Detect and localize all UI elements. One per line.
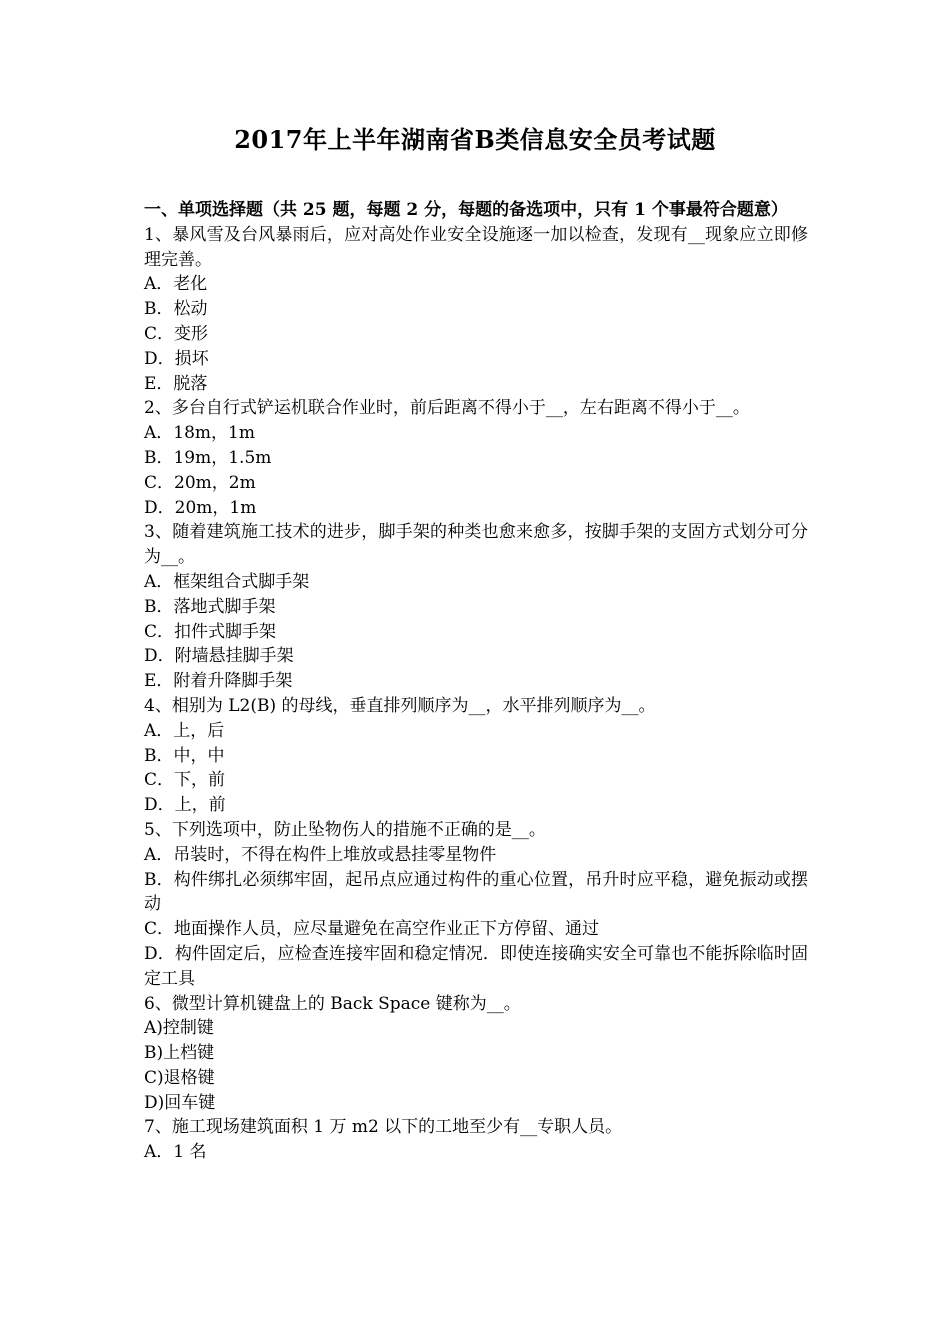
option: D．构件固定后，应检查连接牢固和稳定情况．即使连接确实安全可靠也不能拆除临时固定工具 (144, 943, 808, 989)
question-stem: 5、下列选项中，防止坠物伤人的措施不正确的是__。 (144, 819, 546, 840)
option: C．下，前 (144, 770, 226, 791)
question-stem: 2、多台自行式铲运机联合作业时，前后距离不得小于__，左右距离不得小于__。 (144, 398, 750, 419)
option: D)回车键 (144, 1092, 216, 1113)
option: A．18m，1m (144, 423, 255, 444)
option: C．20m，2m (144, 472, 256, 493)
option: C．变形 (144, 323, 209, 344)
question-4 (144, 694, 808, 818)
option: B．松动 (144, 299, 208, 320)
option: B．落地式脚手架 (144, 596, 276, 617)
question-5 (144, 818, 808, 992)
question-2 (144, 396, 808, 520)
option: A．老化 (144, 274, 208, 295)
option: B．构件绑扎必须绑牢固，起吊点应通过构件的重心位置，吊升时应平稳，避免振动或摆动 (144, 869, 808, 915)
option: C)退格键 (144, 1067, 215, 1088)
option: A．吊装时，不得在构件上堆放或悬挂零星物件 (144, 844, 497, 865)
option: C．扣件式脚手架 (144, 621, 277, 642)
option: B)上档键 (144, 1043, 215, 1064)
option: A．框架组合式脚手架 (144, 571, 310, 592)
option: B．中，中 (144, 745, 225, 766)
option: A．上，后 (144, 720, 225, 741)
option: D．上，前 (144, 795, 226, 816)
question-1 (144, 223, 808, 397)
option: E．附着升降脚手架 (144, 671, 293, 692)
option: D．20m，1m (144, 497, 257, 518)
question-stem: 7、施工现场建筑面积 1 万 m2 以下的工地至少有__专职人员。 (144, 1117, 623, 1138)
option: E．脱落 (144, 373, 208, 394)
document-title: 2017年上半年湖南省B类信息安全员考试题 (234, 125, 716, 154)
question-stem: 3、随着建筑施工技术的进步，脚手架的种类也愈来愈多，按脚手架的支固方式划分可分为__。 (144, 522, 808, 568)
question-stem: 6、微型计算机键盘上的 Back Space 键称为__。 (144, 993, 521, 1014)
option: D．附墙悬挂脚手架 (144, 646, 294, 667)
question-stem: 4、相别为 L2(B) 的母线，垂直排列顺序为__，水平排列顺序为__。 (144, 695, 656, 716)
question-3 (144, 520, 808, 694)
option: C．地面操作人员，应尽量避免在高空作业正下方停留、通过 (144, 919, 600, 940)
option: A．1 名 (144, 1142, 207, 1163)
question-stem: 1、暴风雪及台风暴雨后，应对高处作业安全设施逐一加以检查，发现有__现象应立即修理完善。 (144, 224, 808, 270)
section-heading: 一、单项选择题（共 25 题，每题 2 分，每题的备选项中，只有 1 个事最符合题意） (144, 200, 788, 220)
document-body (144, 198, 808, 1165)
option: D．损坏 (144, 348, 209, 369)
option: B．19m，1.5m (144, 447, 272, 468)
option: A)控制键 (144, 1018, 214, 1039)
question-6 (144, 992, 808, 1116)
question-7 (144, 1115, 808, 1165)
